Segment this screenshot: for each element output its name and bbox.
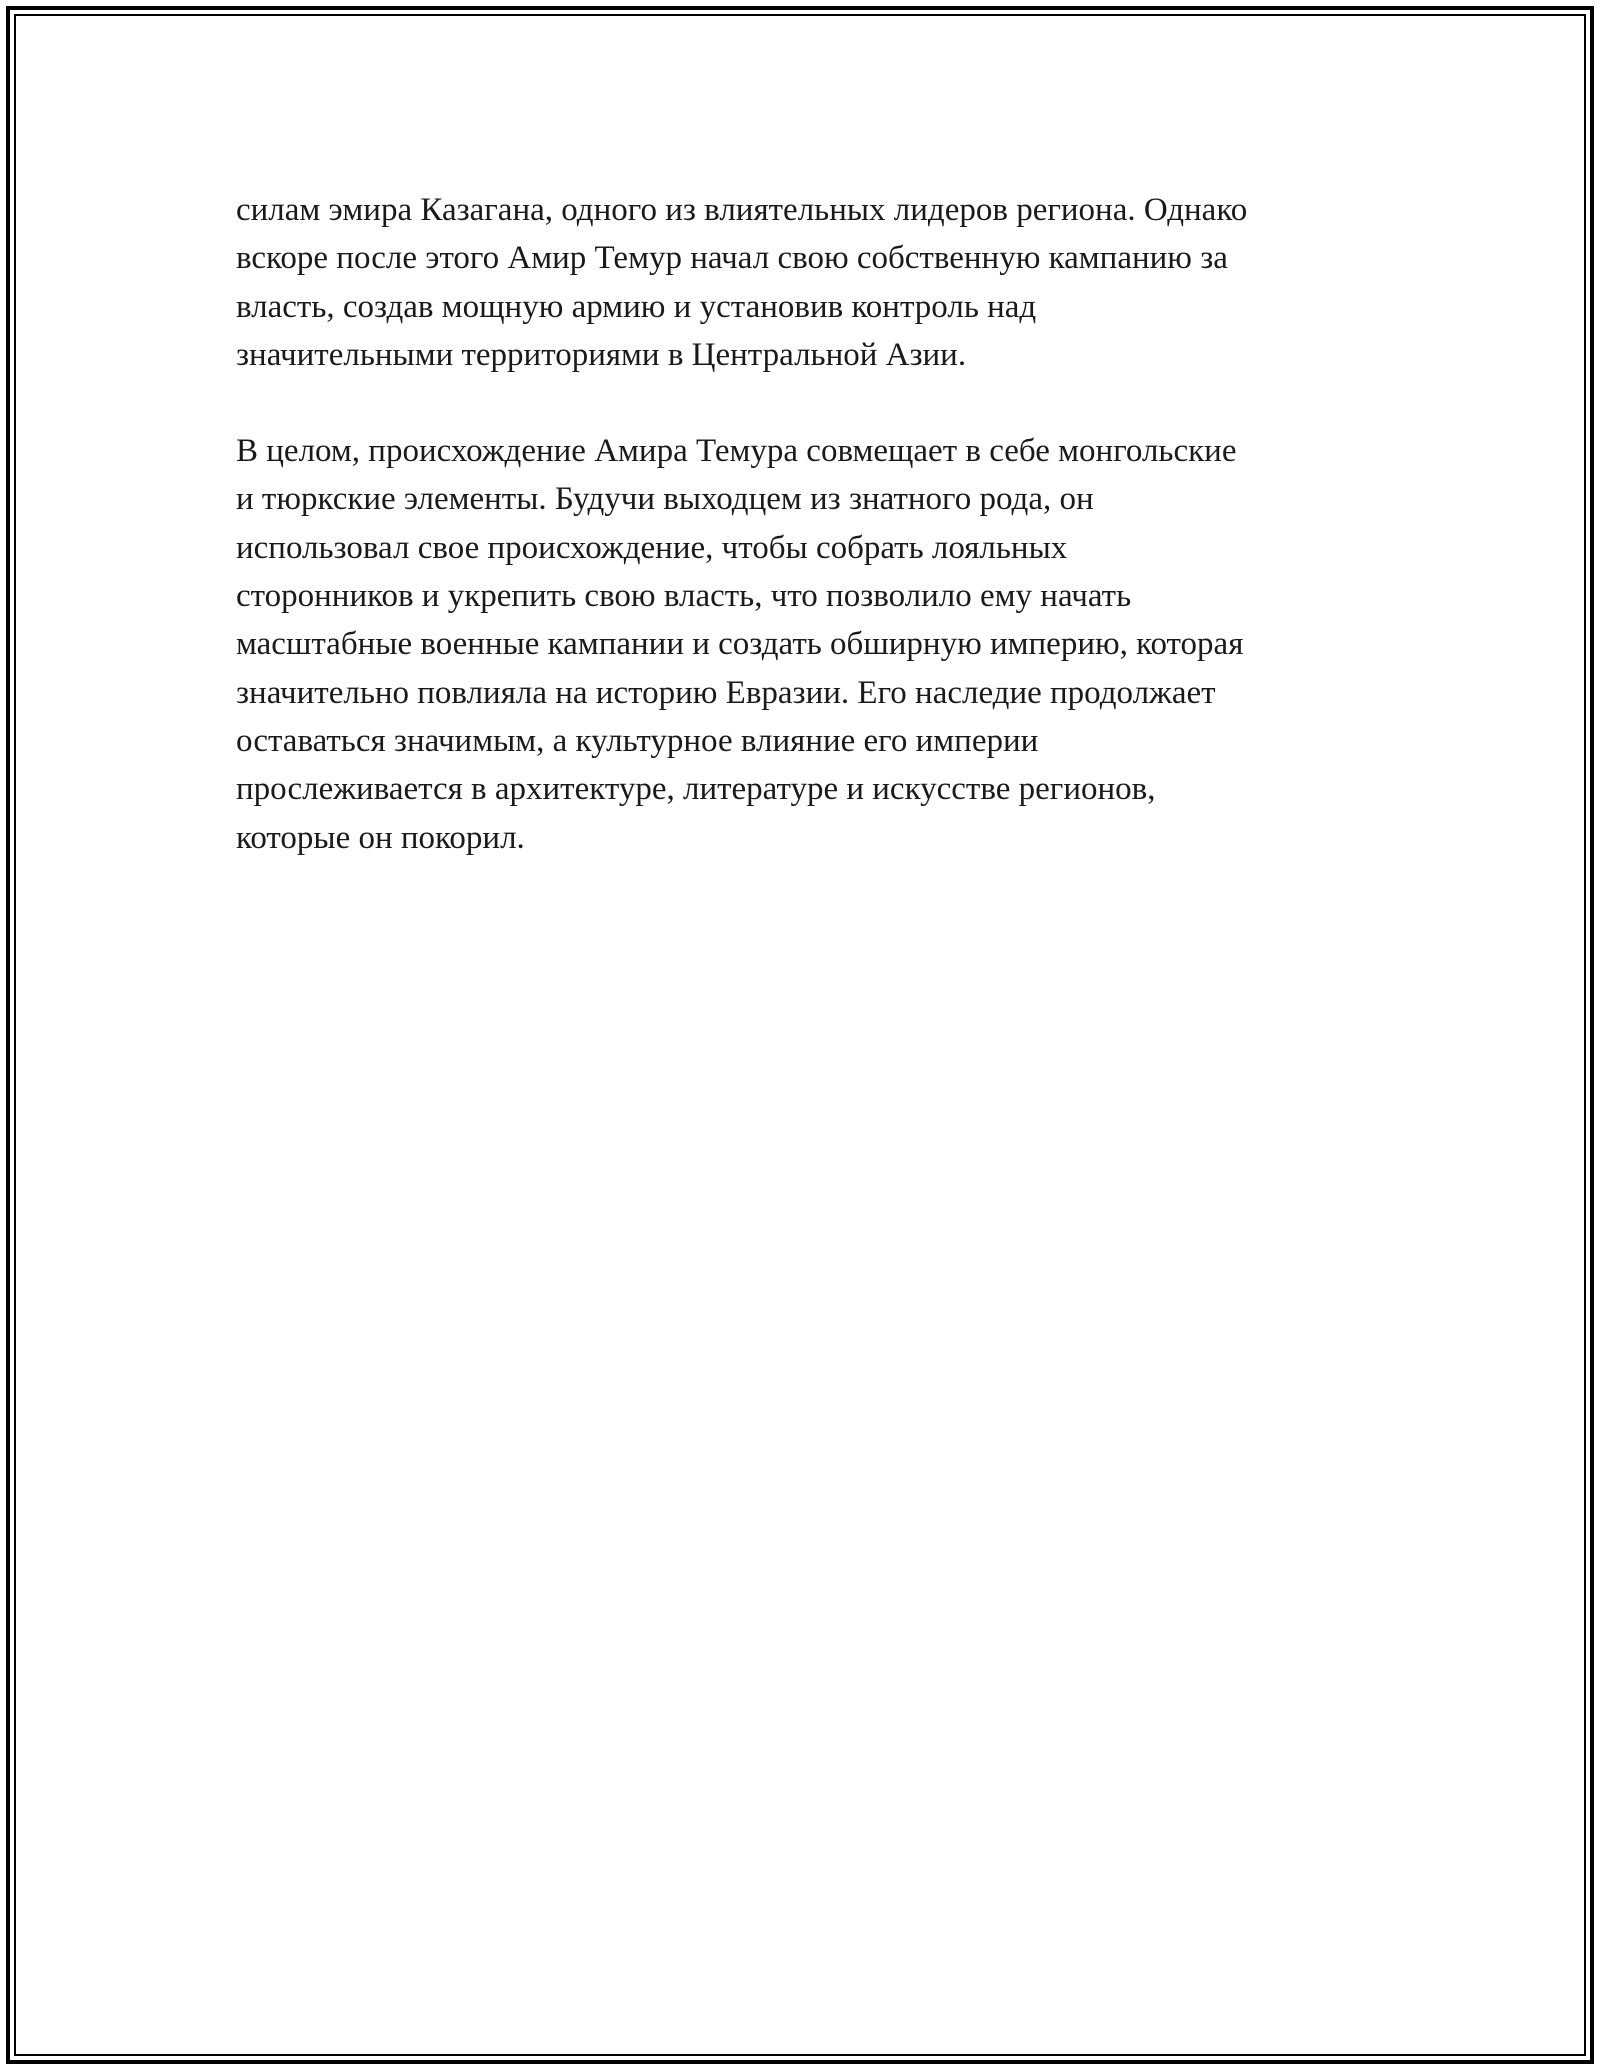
text-line: оставаться значимым, а культурное влияние его империи bbox=[236, 722, 1039, 759]
paragraph-1 bbox=[236, 186, 1376, 379]
text-line: масштабные военные кампании и создать обширную империю, которая bbox=[236, 626, 1244, 663]
text-line: значительными территориями в Центральной Азии. bbox=[236, 336, 967, 373]
text-line: власть, создав мощную армию и установив контроль над bbox=[236, 288, 1037, 325]
text-line: сторонников и укрепить свою власть, что позволило ему начать bbox=[236, 578, 1132, 615]
text-line: использовал свое происхождение, чтобы собрать лояльных bbox=[236, 529, 1068, 566]
text-line: прослеживается в архитектуре, литературе и искусстве регионов, bbox=[236, 771, 1156, 808]
text-line: В целом, происхождение Амира Темура совмещает в себе монгольские bbox=[236, 433, 1237, 470]
text-line: значительно повлияла на историю Евразии. Его наследие продолжает bbox=[236, 674, 1216, 711]
text-line: которые он покорил. bbox=[236, 819, 525, 856]
text-line: силам эмира Казагана, одного из влиятельных лидеров региона. Однако bbox=[236, 192, 1248, 228]
text-line: вскоре после этого Амир Темур начал свою собственную кампанию за bbox=[236, 240, 1228, 277]
text-line: и тюркские элементы. Будучи выходцем из знатного рода, он bbox=[236, 481, 1094, 518]
document-body bbox=[236, 186, 1376, 910]
paragraph-2 bbox=[236, 427, 1376, 862]
